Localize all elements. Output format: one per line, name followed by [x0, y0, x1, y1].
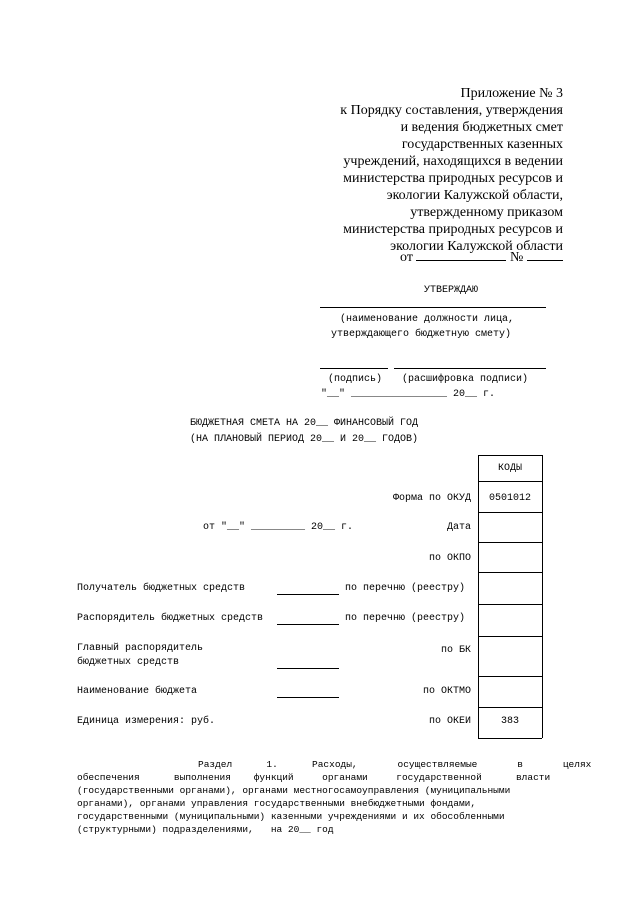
appendix-line: учреждений, находящихся в ведении — [343, 154, 563, 169]
appendix-line: министерства природных ресурсов и — [343, 171, 563, 186]
appendix-line: экологии Калужской области, — [386, 188, 563, 203]
estimate-title: БЮДЖЕТНАЯ СМЕТА НА 20__ ФИНАНСОВЫЙ ГОД — [190, 418, 419, 429]
codes-divider — [478, 604, 542, 605]
estimate-date: от "__" _________ 20__ г. — [203, 522, 354, 533]
oktmo-label: по ОКТМО — [422, 686, 471, 697]
estimate-subtitle: (НА ПЛАНОВЫЙ ПЕРИОД 20__ И 20__ ГОДОВ) — [190, 434, 419, 445]
okei-code: 383 — [500, 716, 519, 727]
manager-label: Распорядитель бюджетных средств — [77, 613, 264, 624]
chief-label-1: Главный распорядитель — [77, 643, 204, 654]
chief-blank — [277, 668, 339, 669]
appendix-line: экологии Калужской области — [390, 239, 563, 254]
okpo-label: по ОКПО — [428, 553, 471, 564]
appendix-line: министерства природных ресурсов и — [343, 222, 563, 237]
codes-divider — [478, 481, 542, 482]
codes-border — [542, 455, 543, 738]
okei-label: по ОКЕИ — [428, 716, 471, 727]
codes-divider — [478, 512, 542, 513]
unit-label: Единица измерения: руб. — [77, 716, 216, 727]
codes-divider — [478, 636, 542, 637]
chief-label-2: бюджетных средств — [77, 657, 180, 668]
signature-hint: (подпись) — [328, 374, 383, 385]
order-number-blank — [527, 246, 563, 261]
okud-label: Форма по ОКУД — [392, 493, 471, 504]
codes-divider — [478, 542, 542, 543]
appendix-line: государственных казенных — [401, 137, 563, 152]
appendix-line: и ведения бюджетных смет — [400, 120, 563, 135]
section-line: Раздел 1. Расходы, осуществляемые в целях — [198, 759, 592, 770]
section-line: (государственными органами), органами местногосамоуправления (муниципальными — [77, 785, 511, 796]
manager-registry-label: по перечню (реестру) — [345, 613, 466, 624]
section-line: государственными (муниципальными) казенными учреждениями и их обособленными — [77, 811, 505, 822]
number-label: № — [509, 250, 524, 265]
recipient-blank — [277, 594, 339, 595]
section-line: обеспечения выполнения функций органами государственной власти — [77, 772, 551, 783]
appendix-title: Приложение № 3 — [460, 86, 563, 101]
budget-label: Наименование бюджета — [77, 686, 198, 697]
appendix-line: утвержденному приказом — [410, 205, 563, 220]
section-line: органами), органами управления государственными внебюджетными фондами, — [77, 798, 477, 809]
bk-label: по БК — [440, 645, 471, 656]
date-label: Дата — [446, 522, 471, 533]
approve-date: "__" ________________ 20__ г. — [321, 389, 496, 400]
codes-divider — [478, 572, 542, 573]
section-line: (структурными) подразделениями, на 20__ год — [77, 824, 334, 835]
codes-divider — [478, 676, 542, 677]
codes-header: КОДЫ — [497, 463, 522, 474]
appendix-line: к Порядку составления, утверждения — [340, 103, 563, 118]
codes-border — [478, 738, 542, 739]
position-line — [320, 307, 546, 308]
budget-blank — [277, 697, 339, 698]
codes-border — [478, 455, 542, 456]
position-hint-1: (наименование должности лица, — [340, 314, 515, 325]
approve-title: УТВЕРЖДАЮ — [424, 285, 479, 296]
decode-line — [394, 368, 546, 369]
appendix-order-ref — [400, 246, 563, 266]
codes-divider — [478, 707, 542, 708]
recipient-registry-label: по перечню (реестру) — [345, 583, 466, 594]
position-hint-2: утверждающего бюджетную смету) — [331, 329, 512, 340]
decode-hint: (расшифровка подписи) — [402, 374, 529, 385]
okud-code: 0501012 — [488, 493, 531, 504]
order-date-blank — [416, 246, 506, 261]
manager-blank — [277, 624, 339, 625]
recipient-label: Получатель бюджетных средств — [77, 583, 246, 594]
signature-line — [320, 368, 388, 369]
from-label: от — [400, 250, 413, 265]
